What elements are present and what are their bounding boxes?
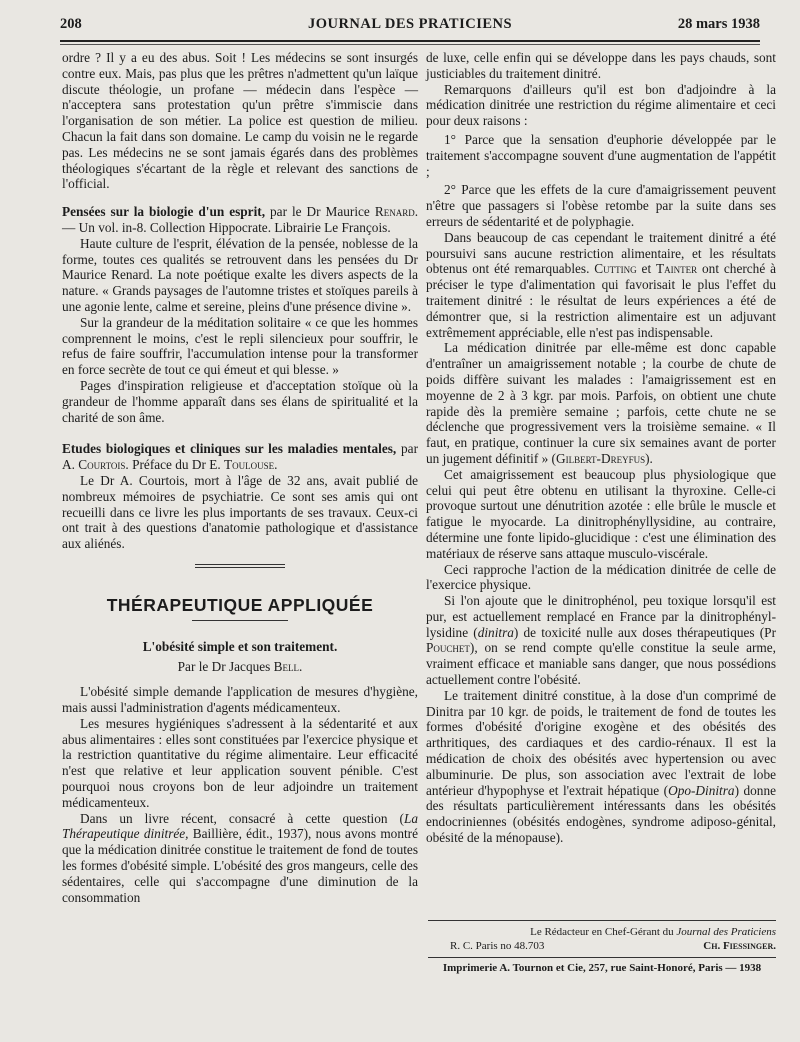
book-review-title bbox=[62, 441, 418, 473]
issue-date: 28 mars 1938 bbox=[677, 16, 760, 32]
article-author: Bell. bbox=[273, 658, 303, 674]
paragraph: de luxe, celle enfin qui se développe dans les pays chauds, sont justiciables du traitement dinitré. bbox=[426, 50, 776, 81]
book-author-ref: par le Dr Maurice bbox=[270, 204, 370, 220]
paragraph: Les mesures hygiéniques s'adressent à la sédentarité et aux abus alimentaires : elles sont constituées par l'exercice physique et la restriction quantitative du régime alimentaire. Leur efficacité n'est que relative et leur application souvent pénible. C'est pourquoi nous croyons bon de leur adjoindre un traitement médicamenteux. bbox=[62, 715, 418, 810]
paragraph: Pages d'inspiration religieuse et d'acceptation stoïque où la grandeur de l'homme apparaît dans ses élans de spiritualité et la charité de son âme. bbox=[62, 377, 418, 425]
drug-name: Opo-Dinitra bbox=[668, 782, 735, 798]
list-item: 1° Parce que la sensation d'euphorie développée par le traitement s'accompagne souvent d'une augmentation de l'appétit ; bbox=[426, 131, 776, 179]
journal-name: Journal des Praticiens bbox=[676, 926, 776, 938]
section-title: THÉRAPEUTIQUE APPLIQUÉE bbox=[106, 594, 374, 615]
paragraph: L'obésité simple demande l'application de mesures d'hygiène, mais aussi l'administration d'agents médicamenteux. bbox=[62, 684, 418, 716]
paragraph: Dans beaucoup de cas cependant le traitement dinitré a été poursuivi sans aucune restriction alimentaire, et les résultats obtenus ont été remarquables. Cutting et Tainter ont cherché à préciser le type d'alimentation qui favorisait le plus l'effet du traitement dinitré : le résultat de leurs expériences a été de démontrer que, si la restriction alimentaire est un adjuvant extrêmement appréciable, elle n'est pas indispensable. bbox=[426, 229, 776, 340]
journal-title: JOURNAL DES PRATICIENS bbox=[307, 16, 513, 32]
right-column bbox=[426, 50, 776, 846]
section-divider bbox=[195, 567, 285, 568]
paragraph: Haute culture de l'esprit, élévation de la pensée, noblesse de la forme, toutes ces qualités se retrouvent dans les pensées du Dr Maurice Renard. La note poétique exalte les divers aspects de la nature. « Grands paysages de l'automne tristes et stoïques pareils à une agonie lente, calme et sereine, pleins d'une présence divine ». bbox=[62, 235, 418, 314]
author-name: Pouchet bbox=[426, 640, 470, 656]
footer-rule bbox=[428, 920, 776, 921]
book-preface: Préface du Dr E. bbox=[132, 457, 221, 473]
byline-prefix: Par le Dr Jacques bbox=[177, 658, 271, 674]
paragraph: Si l'on ajoute que le dinitrophénol, peu toxique lorsqu'il est pur, est actuellement remplacé en France par la dinitrophényl-lysidine (dinitra) de toxicité nulle aux doses thérapeutiques (Pr Pouchet), on se rend compte qu'elle constitue la seule arme, vraiment efficace et maniable sans danger, que nous possédions actuellement contre l'obésité. bbox=[426, 593, 777, 688]
section-divider bbox=[195, 564, 285, 565]
paragraph: Le traitement dinitré constitue, à la dose d'un comprimé de Dinitra par 10 kgr. de poids, le traitement de fond de toutes les formes d'obésité d'origine exogène et des obésités des arthritiques, des cardiaques et des cardio-rénaux. Il est la médication de choix des obésités avec hypertension ou avec albuminurie. De plus, son association avec l'extrait de lobe antérieur d'hypophyse et l'extrait hépatique (Opo-Dinitra) donne des résultats particulièrement intéressants dans les obésités endocriniennes (obésités endogènes, syndrome adiposo-génital, obésité de la ménopause). bbox=[426, 687, 777, 846]
paragraph: Remarquons d'ailleurs qu'il est bon d'adjoindre à la médication dinitrée une restriction du régime alimentaire et ceci pour deux raisons : bbox=[426, 81, 776, 129]
paragraph: Cet amaigrissement est beaucoup plus physiologique que celui qui peut être obtenu en utilisant la thyroxine. Celle-ci provoque surtout une dénutrition azotée : elle brûle le muscle et fatigue le myocarde. La dinitrophényllysidine, au contraire, détermine une fonte lipido-glucidique : c'est une élimination des matériaux de réserve sans attaque musculo-viscérale. bbox=[426, 466, 776, 561]
book-title: Pensées sur la biologie d'un esprit, bbox=[62, 204, 266, 220]
paragraph: Sur la grandeur de la méditation solitaire « ce que les hommes comprennent le moins, c'est le repli silencieux pour souffrir, le refus de faire souffrir, l'accumulation intense pour la transformer en force secrète de tout ce qui émeut et qui blesse. » bbox=[62, 314, 418, 378]
registration-number: R. C. Paris no 48.703 bbox=[450, 940, 545, 952]
book-author-ref: par A. bbox=[62, 441, 418, 473]
book-prefacer: Toulouse. bbox=[224, 457, 278, 473]
editor-line: Le Rédacteur en Chef-Gérant du Journal des Praticiens bbox=[530, 926, 776, 938]
author-name: Cutting bbox=[594, 261, 637, 277]
author-name: Tainter bbox=[656, 261, 698, 277]
header-rule bbox=[60, 40, 760, 42]
paragraph: Le Dr A. Courtois, mort à l'âge de 32 ans, avait publié de nombreux mémoires de psychiatrie. Ce sont ses amis qui ont recueilli dans ce livre les plus importants de ses travaux. Ceux-ci ont trait à des questions d'anatomie pathologique et d'assistance aux aliénés. bbox=[62, 472, 418, 552]
page-number: 208 bbox=[60, 16, 82, 32]
author-name: Gilbert-Dreyfus bbox=[555, 450, 646, 466]
printer-line: Imprimerie A. Tournon et Cie, 257, rue Saint-Honoré, Paris — 1938 bbox=[442, 962, 762, 974]
article-title: L'obésité simple et son traitement. bbox=[142, 638, 338, 654]
article-byline bbox=[62, 659, 418, 675]
manager-name: Ch. Fiessinger. bbox=[703, 940, 776, 952]
page-header bbox=[60, 16, 760, 38]
paragraph: ordre ? Il y a eu des abus. Soit ! Les médecins se sont insurgés contre eux. Mais, pas plus que les prêtres n'admettent qu'un laïque discute théologie, un profane — médecin dans l'espèce — n'acceptera sans protestation qu'un prêtre s'immiscie dans l'organisation de son métier. La police est question de milieu. Chacun la fait dans son domaine. Le camp du voisin ne le regarde pas. Les médecins ne se sont jamais égarés dans des problèmes théologiques s'écartant de la règle et relevant des sanctions de l'official. bbox=[62, 50, 418, 192]
drug-name: dinitra bbox=[477, 624, 514, 640]
paragraph: Dans un livre récent, consacré à cette question (La Thérapeutique dinitrée, Baillière, édit., 1937), nous avons montré que la médication dinitrée constitue le traitement de fond de toutes les formes d'obésité simple. L'obésité des gros mangeurs, celle des sédentaires, celle qui s'accompagne d'une diminution de la consommation bbox=[62, 810, 418, 905]
paragraph: La médication dinitrée par elle-même est donc capable d'entraîner un amaigrissement notable ; la courbe de chute de poids diffère suivant les malades : l'amaigrissement est en moyenne de 2 à 3 kgr. par mois. Parfois, on obtient une chute rapide dès la première semaine ; parfois, cette chute ne se déclenche que progressivement vers la troisième semaine. « Il faut, en pratique, continuer la cure six semaines avant de porter un jugement définitif » (Gilbert-Dreyfus). bbox=[426, 340, 776, 466]
left-column bbox=[62, 50, 418, 905]
book-title: Etudes biologiques et cliniques sur les maladies mentales, bbox=[62, 441, 397, 457]
book-author: Courtois. bbox=[78, 457, 129, 473]
book-publication: — Un vol. in-8. Collection Hippocrate. Librairie Le François. bbox=[62, 219, 391, 235]
header-rule-thin bbox=[60, 44, 760, 45]
book-review-title bbox=[62, 204, 418, 236]
section-underline bbox=[192, 620, 288, 621]
list-item: 2° Parce que les effets de la cure d'amaigrissement peuvent n'être que passagers si l'obèse retombe par la suite dans ses erreurs de sédentarité et de polyphagie. bbox=[426, 182, 776, 229]
book-reference: La Thérapeutique dinitrée, bbox=[62, 810, 418, 842]
book-author: Renard. bbox=[374, 204, 419, 220]
paragraph: Ceci rapproche l'action de la médication dinitrée de celle de l'exercice physique. bbox=[426, 561, 776, 593]
footer-rule bbox=[428, 957, 776, 958]
